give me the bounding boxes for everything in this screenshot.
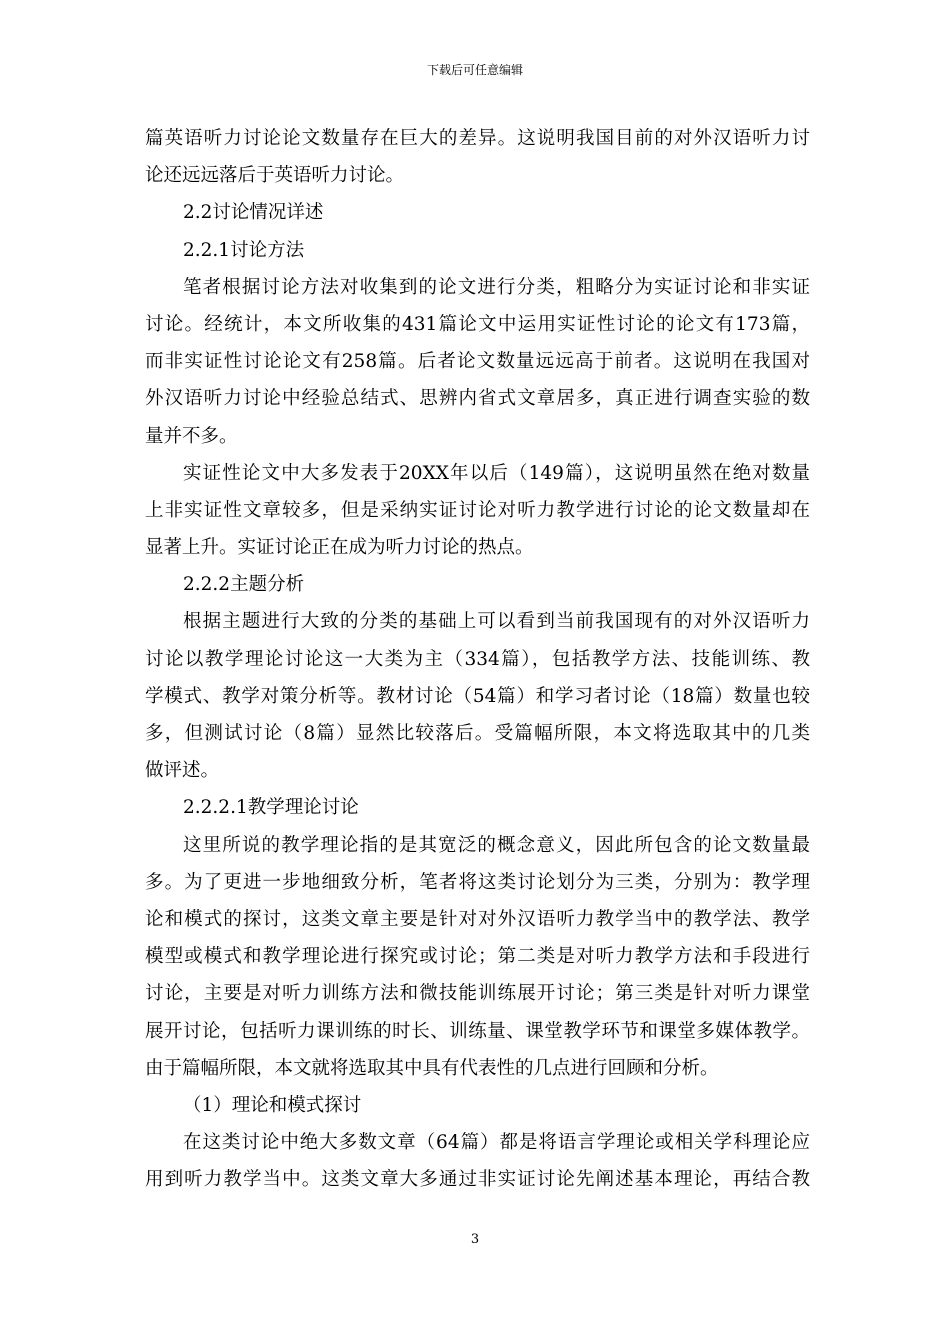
body-line: 多。为了更进一步地细致分析，笔者将这类讨论划分为三类，分别为：教学理 [145, 871, 810, 893]
body-line: 展开讨论，包括听力课训练的时长、训练量、课堂教学环节和课堂多媒体教学。 [145, 1020, 810, 1042]
subsection-heading: 2.2.2主题分析 [183, 574, 305, 596]
page-header: 下载后可任意编辑 [426, 63, 523, 77]
body-line: 学模式、教学对策分析等。教材讨论（54篇）和学习者讨论（18篇）数量也较 [145, 685, 810, 707]
body-line: 显著上升。实证讨论正在成为听力讨论的热点。 [145, 537, 534, 559]
body-line: 外汉语听力讨论中经验总结式、思辨内省式文章居多，真正进行调查实验的数 [145, 388, 810, 410]
body-line: 用到听力教学当中。这类文章大多通过非实证讨论先阐述基本理论，再结合教 [145, 1169, 810, 1191]
body-line: 讨论。经统计，本文所收集的431篇论文中运用实证性讨论的论文有173篇， [145, 313, 810, 335]
paragraph-first-line: 根据主题进行大致的分类的基础上可以看到当前我国现有的对外汉语听力 [183, 611, 810, 633]
body-line: 论和模式的探讨，这类文章主要是针对对外汉语听力教学当中的教学法、教学 [145, 908, 810, 930]
paragraph-first-line: 笔者根据讨论方法对收集到的论文进行分类，粗略分为实证讨论和非实证 [183, 276, 810, 298]
page-number: 3 [470, 1232, 480, 1247]
body-line: 由于篇幅所限，本文就将选取其中具有代表性的几点进行回顾和分析。 [145, 1057, 719, 1079]
body-line: 而非实证性讨论论文有258篇。后者论文数量远远高于前者。这说明在我国对 [145, 351, 810, 373]
paragraph-first-line: 这里所说的教学理论指的是其宽泛的概念意义，因此所包含的论文数量最 [183, 834, 810, 856]
body-line: 篇英语听力讨论论文数量存在巨大的差异。这说明我国目前的对外汉语听力讨 [145, 128, 810, 149]
subsubsection-heading: 2.2.2.1教学理论讨论 [183, 797, 359, 819]
paragraph-first-line: 实证性论文中大多发表于20XX年以后（149篇），这说明虽然在绝对数量 [183, 462, 810, 484]
body-line: 论还远远落后于英语听力讨论。 [145, 165, 405, 187]
body-line: 做评述。 [145, 760, 220, 782]
document-body [145, 120, 810, 1198]
body-line: 上非实证性文章较多，但是采纳实证讨论对听力教学进行讨论的论文数量却在 [145, 499, 810, 521]
body-line: 多，但测试讨论（8篇）显然比较落后。受篇幅所限，本文将选取其中的几类 [145, 723, 810, 744]
item-heading: （1）理论和模式探讨 [183, 1094, 362, 1116]
subsection-heading: 2.2.1讨论方法 [183, 239, 305, 261]
paragraph-first-line: 在这类讨论中绝大多数文章（64篇）都是将语言学理论或相关学科理论应 [183, 1132, 810, 1154]
body-line: 量并不多。 [145, 425, 238, 447]
body-line: 讨论，主要是对听力训练方法和微技能训练展开讨论；第三类是针对听力课堂 [145, 983, 810, 1005]
section-heading: 2.2讨论情况详述 [183, 202, 324, 224]
body-line: 模型或模式和教学理论进行探究或讨论；第二类是对听力教学方法和手段进行 [145, 946, 810, 968]
body-line: 讨论以教学理论讨论这一大类为主（334篇），包括教学方法、技能训练、教 [145, 648, 810, 670]
